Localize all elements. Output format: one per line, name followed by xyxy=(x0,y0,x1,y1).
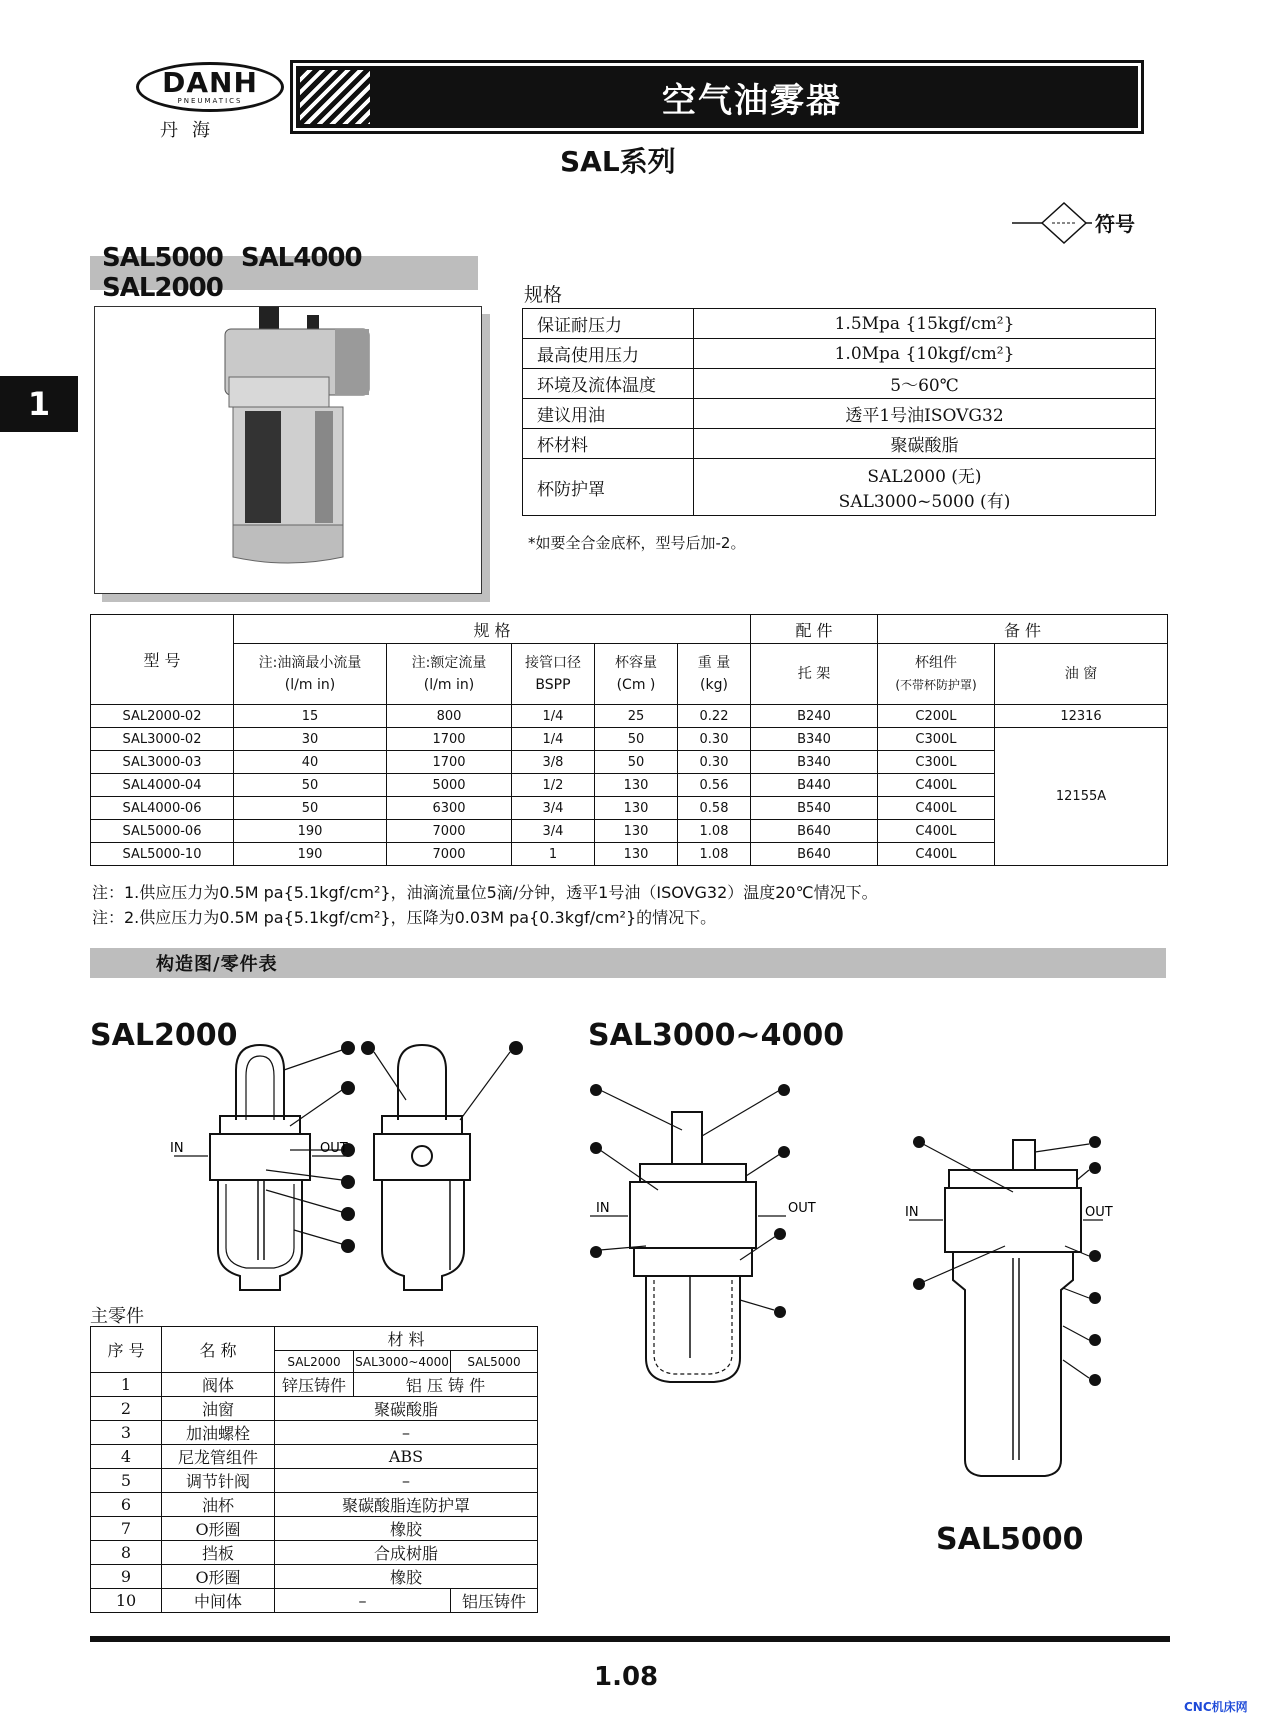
table-row: 6 油杯 聚碳酸脂连防护罩 xyxy=(91,1493,538,1517)
in-label: IN xyxy=(596,1201,610,1216)
table-row xyxy=(523,429,1156,459)
header-spec: 规 格 xyxy=(234,615,751,644)
col-bowl-capacity: 杯容量 (Cm ) xyxy=(595,644,678,705)
diagram-title-sal2000: SAL2000 xyxy=(90,1018,238,1053)
col-rated-flow: 注:额定流量 (l/m in) xyxy=(387,644,512,705)
spec-value: 透平1号油ISOVG32 xyxy=(694,399,1156,429)
model-table xyxy=(90,614,1168,866)
table-row: 9 O形圈 橡胶 xyxy=(91,1565,538,1589)
footer-brand-link[interactable]: CNC机床网 xyxy=(1184,1700,1248,1714)
parts-table xyxy=(90,1326,538,1613)
header-name: 名 称 xyxy=(162,1327,275,1373)
oil-window-value: 12316 xyxy=(995,705,1168,728)
table-row: SAL5000-10 190 7000 1 130 1.08 B640 C400L xyxy=(91,843,1168,866)
note-2: 注：2.供应压力为0.5M pa{5.1kgf/cm²}，压降为0.03M pa{0.3kgf/cm²}的情况下。 xyxy=(92,908,717,927)
title-stripes xyxy=(300,70,370,124)
spec-note: *如要全合金底杯，型号后加-2。 xyxy=(528,534,746,552)
spec-value: SAL3000~5000 (有) xyxy=(838,492,1011,512)
in-label: IN xyxy=(170,1141,184,1156)
chapter-tab: 1 xyxy=(0,376,78,432)
table-row: SAL4000-04 50 5000 1/2 130 0.56 B440 C400L xyxy=(91,774,1168,797)
spec-value: 聚碳酸脂 xyxy=(694,429,1156,459)
sal3000-cross-section xyxy=(590,1090,816,1390)
bottom-rule xyxy=(90,1636,1170,1642)
page-title: 空气油雾器 xyxy=(662,80,842,121)
table-row: SAL5000-06 190 7000 3/4 130 1.08 B640 C400L xyxy=(91,820,1168,843)
symbol-label: 符号 xyxy=(1095,212,1135,236)
oil-window-value: 12155A xyxy=(995,728,1168,866)
table-row xyxy=(523,339,1156,369)
header-spare: 备 件 xyxy=(878,615,1168,644)
table-row: 2 油窗 聚碳酸脂 xyxy=(91,1397,538,1421)
table-row: 4 尼龙管组件 ABS xyxy=(91,1445,538,1469)
table-row: SAL3000-03 40 1700 3/8 50 0.30 B340 C300L xyxy=(91,751,1168,774)
table-row: SAL2000-02 15 800 1/4 25 0.22 B240 C200L 12316 xyxy=(91,705,1168,728)
sal2000-cross-section xyxy=(170,1040,550,1300)
col-min-drip: 注:油滴最小流量 (l/m in) xyxy=(234,644,387,705)
spec-label: 规格 xyxy=(524,284,563,306)
table-row: 5 调节针阀 – xyxy=(91,1469,538,1493)
table-row xyxy=(523,459,1156,516)
spec-key: 最高使用压力 xyxy=(523,339,694,369)
table-row xyxy=(523,369,1156,399)
spec-key: 杯材料 xyxy=(523,429,694,459)
spec-value-cell xyxy=(694,459,1156,516)
header-mat-sal2000: SAL2000 xyxy=(275,1351,354,1373)
spec-value: 1.5Mpa {15kgf/cm²} xyxy=(694,309,1156,339)
header-accessory: 配 件 xyxy=(751,615,878,644)
spec-value: 5～60℃ xyxy=(694,369,1156,399)
header-model: 型 号 xyxy=(91,615,234,705)
table-row xyxy=(523,399,1156,429)
page-number: 1.08 xyxy=(594,1662,659,1692)
spec-table xyxy=(522,308,1156,516)
table-row: 7 O形圈 橡胶 xyxy=(91,1517,538,1541)
brand-logo xyxy=(136,62,284,112)
col-weight: 重 量 (kg) xyxy=(678,644,751,705)
table-notes xyxy=(92,880,878,930)
out-label: OUT xyxy=(788,1201,816,1216)
spec-value: 1.0Mpa {10kgf/cm²} xyxy=(694,339,1156,369)
diagram-title-sal5000: SAL5000 xyxy=(936,1522,1084,1557)
note-1: 注：1.供应压力为0.5M pa{5.1kgf/cm²}，油滴流量位5滴/分钟，透平1号油（ISOVG32）温度20℃情况下。 xyxy=(92,883,878,902)
table-row: 1 阀体 锌压铸件 铝 压 铸 件 xyxy=(91,1373,538,1397)
spec-key: 保证耐压力 xyxy=(523,309,694,339)
col-bracket: 托 架 xyxy=(751,644,878,705)
out-label: OUT xyxy=(1085,1205,1113,1220)
series-title: SAL系列 xyxy=(560,145,676,178)
lubricator-illustration xyxy=(95,307,481,593)
diagram-title-sal3000: SAL3000~4000 xyxy=(588,1018,845,1053)
table-row: 10 中间体 – 铝压铸件 xyxy=(91,1589,538,1613)
out-label: OUT xyxy=(320,1141,348,1156)
header-mat-sal3000: SAL3000~4000 xyxy=(354,1351,451,1373)
sal5000-cross-section xyxy=(905,1130,1115,1490)
header-material: 材 料 xyxy=(275,1327,538,1351)
section-title: 构造图/零件表 xyxy=(90,948,1166,978)
logo-chinese-name: 丹海 xyxy=(160,120,224,141)
table-row: SAL4000-06 50 6300 3/4 130 0.58 B540 C400L xyxy=(91,797,1168,820)
in-label: IN xyxy=(905,1205,919,1220)
table-row: SAL3000-02 30 1700 1/4 50 0.30 B340 C300L 12155A xyxy=(91,728,1168,751)
col-bowl-assembly: 杯组件 (不带杯防护罩) xyxy=(878,644,995,705)
header-mat-sal5000: SAL5000 xyxy=(451,1351,538,1373)
col-port-size: 接管口径 BSPP xyxy=(512,644,595,705)
spec-value: SAL2000 (无) xyxy=(867,467,982,487)
table-row: 8 挡板 合成树脂 xyxy=(91,1541,538,1565)
spec-key: 建议用油 xyxy=(523,399,694,429)
spec-key: 环境及流体温度 xyxy=(523,369,694,399)
logo-subtext: PNEUMATICS xyxy=(177,97,243,105)
header-no: 序 号 xyxy=(91,1327,162,1373)
col-oil-window: 油 窗 xyxy=(995,644,1168,705)
spec-key: 杯防护罩 xyxy=(523,459,694,516)
models-band: SAL5000 SAL4000 SAL2000 xyxy=(90,256,478,290)
product-photo xyxy=(94,306,482,594)
table-row: 3 加油螺栓 – xyxy=(91,1421,538,1445)
table-row xyxy=(523,309,1156,339)
logo-text: DANH xyxy=(162,66,258,99)
parts-label: 主零件 xyxy=(90,1306,144,1327)
